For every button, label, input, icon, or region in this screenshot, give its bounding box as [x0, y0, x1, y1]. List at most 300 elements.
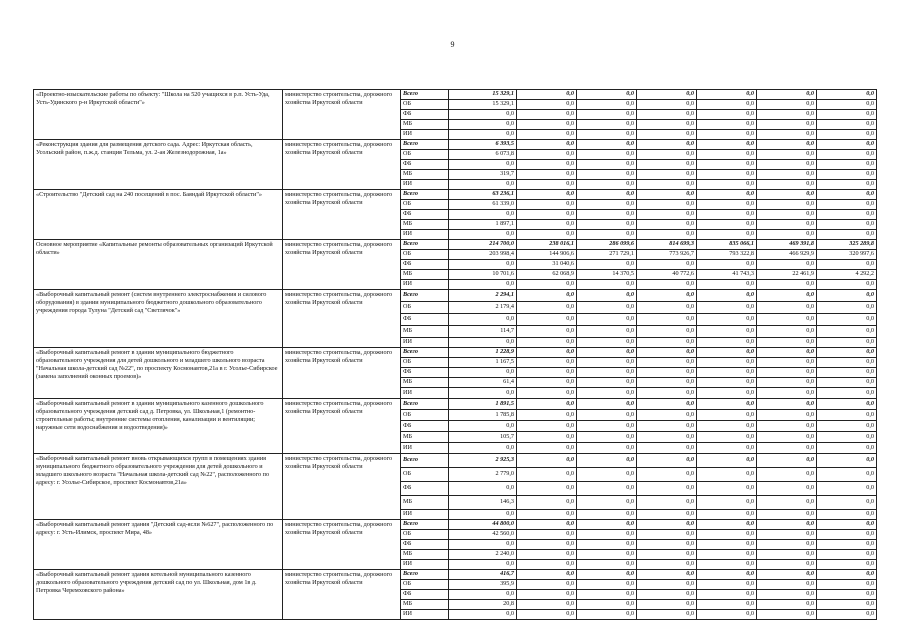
amount-cell: 0,0 — [757, 110, 817, 120]
amount-cell: 10 701,6 — [449, 270, 517, 280]
amount-cell: 0,0 — [517, 530, 577, 540]
amount-cell: 61,4 — [449, 378, 517, 388]
amount-cell: 63 236,1 — [449, 190, 517, 200]
amount-cell: 0,0 — [697, 230, 757, 240]
amount-cell: 0,0 — [517, 443, 577, 454]
amount-cell: 0,0 — [637, 302, 697, 314]
table-row-total — [34, 90, 877, 100]
amount-cell: 0,0 — [517, 90, 577, 100]
responsible-executor: министерство строительства, дорожного хозяйства Иркутской области — [283, 520, 401, 570]
amount-cell: 0,0 — [577, 260, 637, 270]
amount-cell: 0,0 — [449, 482, 517, 496]
activity-name: «Проектно-изыскательские работы по объекту: "Школа на 520 учащихся в р.п. Усть-Уда, Усть-Удинского р-н Иркутской области"» — [34, 90, 283, 140]
amount-cell: 0,0 — [577, 550, 637, 560]
amount-cell: 0,0 — [637, 170, 697, 180]
amount-cell: 0,0 — [817, 120, 877, 130]
amount-cell: 0,0 — [697, 368, 757, 378]
amount-cell: 271 729,1 — [577, 250, 637, 260]
amount-cell: 0,0 — [517, 314, 577, 326]
amount-cell: 0,0 — [757, 200, 817, 210]
amount-cell: 0,0 — [697, 170, 757, 180]
amount-cell: 0,0 — [697, 570, 757, 580]
page-number: 9 — [450, 40, 455, 49]
funding-source: Всего — [401, 140, 449, 150]
amount-cell: 0,0 — [637, 421, 697, 432]
amount-cell: 0,0 — [637, 160, 697, 170]
amount-cell: 0,0 — [757, 170, 817, 180]
amount-cell: 0,0 — [757, 180, 817, 190]
activity-name: «Строительство "Детский сад на 240 посещений в пос. Баяндай Иркутской области"» — [34, 190, 283, 240]
amount-cell: 0,0 — [757, 388, 817, 399]
amount-cell: 0,0 — [517, 496, 577, 510]
amount-cell: 0,0 — [517, 170, 577, 180]
amount-cell: 0,0 — [817, 580, 877, 590]
amount-cell: 0,0 — [577, 338, 637, 348]
amount-cell: 0,0 — [697, 590, 757, 600]
amount-cell: 0,0 — [757, 520, 817, 530]
activity-name: «Выборочный капитальный ремонт вновь открывающихся групп в помещениях здания муниципального бюджетного образовательного учреждения для детей дошкольного и младшего школьного возраста "Начальная школа-детский сад №22", расположенного по адресу: г. Усолье-Сибирское, проспект Космонавтов,21а» — [34, 454, 283, 520]
amount-cell: 0,0 — [697, 388, 757, 399]
amount-cell: 0,0 — [817, 210, 877, 220]
funding-source: Всего — [401, 399, 449, 410]
amount-cell: 15 329,1 — [449, 100, 517, 110]
amount-cell: 0,0 — [449, 160, 517, 170]
amount-cell: 0,0 — [637, 210, 697, 220]
table-row-total — [34, 570, 877, 580]
amount-cell: 0,0 — [517, 338, 577, 348]
responsible-executor: министерство строительства, дорожного хозяйства Иркутской области — [283, 454, 401, 520]
funding-source: ФБ — [401, 210, 449, 220]
amount-cell: 0,0 — [517, 610, 577, 620]
amount-cell: 22 461,9 — [757, 270, 817, 280]
amount-cell: 320 997,6 — [817, 250, 877, 260]
amount-cell: 0,0 — [817, 110, 877, 120]
amount-cell: 0,0 — [697, 100, 757, 110]
amount-cell: 0,0 — [697, 560, 757, 570]
amount-cell: 0,0 — [697, 399, 757, 410]
amount-cell: 61 339,0 — [449, 200, 517, 210]
funding-source: ИИ — [401, 610, 449, 620]
amount-cell: 0,0 — [577, 100, 637, 110]
amount-cell: 0,0 — [697, 496, 757, 510]
amount-cell: 2 179,4 — [449, 302, 517, 314]
amount-cell: 0,0 — [449, 443, 517, 454]
amount-cell: 0,0 — [757, 600, 817, 610]
amount-cell: 0,0 — [517, 432, 577, 443]
amount-cell: 0,0 — [637, 388, 697, 399]
amount-cell: 395,9 — [449, 580, 517, 590]
amount-cell: 0,0 — [517, 540, 577, 550]
amount-cell: 319,7 — [449, 170, 517, 180]
amount-cell: 0,0 — [697, 338, 757, 348]
amount-cell: 0,0 — [517, 358, 577, 368]
amount-cell: 0,0 — [757, 290, 817, 302]
amount-cell: 6 073,8 — [449, 150, 517, 160]
amount-cell: 0,0 — [757, 560, 817, 570]
funding-source: МБ — [401, 120, 449, 130]
activity-name: «Выборочный капитальный ремонт в здании муниципального бюджетного образовательного учреждения для детей дошкольного и младшего школьного возраста "Начальная школа-детский сад №22", по проспекту Космонавтов,21а в г. Усолье-Сибирское (замена заполнений оконных проемов)» — [34, 348, 283, 399]
amount-cell: 0,0 — [817, 150, 877, 160]
amount-cell: 0,0 — [449, 510, 517, 520]
amount-cell: 0,0 — [577, 326, 637, 338]
amount-cell: 0,0 — [577, 150, 637, 160]
funding-source: Всего — [401, 190, 449, 200]
table-row-total — [34, 190, 877, 200]
amount-cell: 0,0 — [449, 560, 517, 570]
amount-cell: 0,0 — [449, 230, 517, 240]
funding-source: МБ — [401, 432, 449, 443]
amount-cell: 0,0 — [817, 358, 877, 368]
amount-cell: 0,0 — [517, 348, 577, 358]
amount-cell: 0,0 — [757, 590, 817, 600]
amount-cell: 0,0 — [517, 482, 577, 496]
funding-source: ИИ — [401, 388, 449, 399]
amount-cell: 238 016,1 — [517, 240, 577, 250]
activity-name: Основное мероприятие «Капитальные ремонты образовательных организаций Иркутской области» — [34, 240, 283, 290]
amount-cell: 0,0 — [449, 421, 517, 432]
amount-cell: 0,0 — [817, 443, 877, 454]
amount-cell: 0,0 — [697, 140, 757, 150]
amount-cell: 0,0 — [577, 314, 637, 326]
amount-cell: 0,0 — [637, 90, 697, 100]
responsible-executor: министерство строительства, дорожного хозяйства Иркутской области — [283, 90, 401, 140]
amount-cell: 114,7 — [449, 326, 517, 338]
amount-cell: 0,0 — [817, 570, 877, 580]
funding-source: МБ — [401, 270, 449, 280]
amount-cell: 0,0 — [697, 210, 757, 220]
amount-cell: 0,0 — [517, 326, 577, 338]
amount-cell: 0,0 — [517, 399, 577, 410]
amount-cell: 0,0 — [637, 378, 697, 388]
amount-cell: 0,0 — [697, 550, 757, 560]
amount-cell: 0,0 — [517, 100, 577, 110]
amount-cell: 0,0 — [757, 100, 817, 110]
amount-cell: 0,0 — [449, 338, 517, 348]
amount-cell: 0,0 — [577, 170, 637, 180]
amount-cell: 0,0 — [757, 220, 817, 230]
amount-cell: 0,0 — [577, 90, 637, 100]
amount-cell: 0,0 — [817, 314, 877, 326]
budget-table-body — [34, 90, 877, 620]
amount-cell: 0,0 — [517, 550, 577, 560]
amount-cell: 1 785,8 — [449, 410, 517, 421]
amount-cell: 0,0 — [697, 410, 757, 421]
funding-source: МБ — [401, 550, 449, 560]
funding-source: Всего — [401, 90, 449, 100]
funding-source: ИИ — [401, 560, 449, 570]
amount-cell: 0,0 — [817, 348, 877, 358]
amount-cell: 0,0 — [757, 160, 817, 170]
amount-cell: 1 228,9 — [449, 348, 517, 358]
amount-cell: 0,0 — [577, 388, 637, 399]
amount-cell: 0,0 — [757, 540, 817, 550]
amount-cell: 0,0 — [637, 140, 697, 150]
amount-cell: 0,0 — [697, 90, 757, 100]
table-row-total — [34, 348, 877, 358]
amount-cell: 2 779,0 — [449, 468, 517, 482]
funding-source: Всего — [401, 520, 449, 530]
amount-cell: 0,0 — [517, 560, 577, 570]
amount-cell: 0,0 — [817, 290, 877, 302]
amount-cell: 0,0 — [637, 590, 697, 600]
amount-cell: 0,0 — [697, 454, 757, 468]
amount-cell: 0,0 — [757, 378, 817, 388]
funding-source: ФБ — [401, 110, 449, 120]
amount-cell: 0,0 — [577, 432, 637, 443]
funding-source: Всего — [401, 348, 449, 358]
amount-cell: 0,0 — [637, 550, 697, 560]
amount-cell: 0,0 — [637, 314, 697, 326]
amount-cell: 0,0 — [817, 530, 877, 540]
amount-cell: 0,0 — [517, 200, 577, 210]
amount-cell: 0,0 — [817, 338, 877, 348]
funding-source: Всего — [401, 240, 449, 250]
funding-source: Всего — [401, 290, 449, 302]
amount-cell: 325 289,8 — [817, 240, 877, 250]
amount-cell: 0,0 — [757, 314, 817, 326]
amount-cell: 0,0 — [757, 90, 817, 100]
amount-cell: 0,0 — [577, 302, 637, 314]
amount-cell: 4 292,2 — [817, 270, 877, 280]
activity-name: «Выборочный капитальный ремонт (систем внутреннего электроснабжения и силового оборудования) в здании муниципального бюджетного дошкольного образовательного учреждения города Тулуна "Детский сад "Светлячок"» — [34, 290, 283, 348]
amount-cell: 144 906,6 — [517, 250, 577, 260]
amount-cell: 0,0 — [757, 530, 817, 540]
amount-cell: 203 998,4 — [449, 250, 517, 260]
amount-cell: 0,0 — [697, 200, 757, 210]
amount-cell: 0,0 — [637, 368, 697, 378]
amount-cell: 0,0 — [637, 120, 697, 130]
amount-cell: 42 560,0 — [449, 530, 517, 540]
amount-cell: 0,0 — [517, 290, 577, 302]
amount-cell: 0,0 — [577, 280, 637, 290]
amount-cell: 0,0 — [577, 570, 637, 580]
amount-cell: 0,0 — [577, 358, 637, 368]
amount-cell: 0,0 — [577, 210, 637, 220]
amount-cell: 0,0 — [817, 610, 877, 620]
amount-cell: 6 393,5 — [449, 140, 517, 150]
amount-cell: 0,0 — [697, 482, 757, 496]
amount-cell: 0,0 — [577, 468, 637, 482]
amount-cell: 0,0 — [577, 348, 637, 358]
amount-cell: 0,0 — [697, 220, 757, 230]
amount-cell: 0,0 — [697, 302, 757, 314]
amount-cell: 0,0 — [517, 160, 577, 170]
amount-cell: 0,0 — [757, 190, 817, 200]
funding-source: ОБ — [401, 358, 449, 368]
amount-cell: 0,0 — [449, 130, 517, 140]
funding-source: Всего — [401, 454, 449, 468]
amount-cell: 0,0 — [817, 220, 877, 230]
amount-cell: 1 897,1 — [449, 220, 517, 230]
amount-cell: 0,0 — [577, 399, 637, 410]
amount-cell: 0,0 — [577, 530, 637, 540]
amount-cell: 0,0 — [637, 290, 697, 302]
funding-source: ОБ — [401, 468, 449, 482]
amount-cell: 0,0 — [817, 600, 877, 610]
amount-cell: 0,0 — [637, 260, 697, 270]
amount-cell: 0,0 — [637, 530, 697, 540]
amount-cell: 0,0 — [449, 540, 517, 550]
amount-cell: 0,0 — [637, 454, 697, 468]
amount-cell: 0,0 — [637, 399, 697, 410]
funding-source: ФБ — [401, 314, 449, 326]
amount-cell: 0,0 — [757, 580, 817, 590]
funding-source: ИИ — [401, 338, 449, 348]
amount-cell: 0,0 — [697, 540, 757, 550]
amount-cell: 416,7 — [449, 570, 517, 580]
amount-cell: 0,0 — [449, 368, 517, 378]
amount-cell: 0,0 — [577, 610, 637, 620]
amount-cell: 469 391,8 — [757, 240, 817, 250]
amount-cell: 2 925,3 — [449, 454, 517, 468]
amount-cell: 1 167,5 — [449, 358, 517, 368]
table-row-total — [34, 290, 877, 302]
amount-cell: 0,0 — [697, 510, 757, 520]
amount-cell: 835 066,1 — [697, 240, 757, 250]
amount-cell: 0,0 — [517, 120, 577, 130]
amount-cell: 0,0 — [577, 580, 637, 590]
amount-cell: 0,0 — [817, 190, 877, 200]
amount-cell: 0,0 — [817, 520, 877, 530]
amount-cell: 0,0 — [449, 280, 517, 290]
amount-cell: 0,0 — [757, 610, 817, 620]
amount-cell: 0,0 — [517, 468, 577, 482]
amount-cell: 0,0 — [517, 570, 577, 580]
amount-cell: 0,0 — [637, 150, 697, 160]
amount-cell: 0,0 — [757, 358, 817, 368]
amount-cell: 0,0 — [817, 496, 877, 510]
amount-cell: 0,0 — [817, 326, 877, 338]
amount-cell: 0,0 — [577, 590, 637, 600]
amount-cell: 773 926,7 — [637, 250, 697, 260]
amount-cell: 0,0 — [697, 432, 757, 443]
amount-cell: 0,0 — [817, 230, 877, 240]
amount-cell: 0,0 — [577, 120, 637, 130]
funding-source: МБ — [401, 326, 449, 338]
amount-cell: 0,0 — [577, 443, 637, 454]
funding-source: МБ — [401, 496, 449, 510]
amount-cell: 0,0 — [449, 314, 517, 326]
amount-cell: 0,0 — [577, 200, 637, 210]
amount-cell: 0,0 — [697, 180, 757, 190]
amount-cell: 0,0 — [817, 378, 877, 388]
amount-cell: 0,0 — [697, 160, 757, 170]
amount-cell: 0,0 — [757, 510, 817, 520]
funding-source: ФБ — [401, 590, 449, 600]
amount-cell: 0,0 — [697, 443, 757, 454]
activity-name: «Выборочный капитальный ремонт в здании муниципального казенного дошкольного образовательного учреждения детский сад д. Петровка, ул. Школьная,1 (ремонтно-строительные работы; внутренние системы отопления, канализации и вентиляции; наружные сети водоснабжения и водоотведения)» — [34, 399, 283, 454]
amount-cell: 0,0 — [817, 388, 877, 399]
amount-cell: 0,0 — [817, 368, 877, 378]
amount-cell: 0,0 — [577, 520, 637, 530]
amount-cell: 14 370,5 — [577, 270, 637, 280]
amount-cell: 0,0 — [517, 421, 577, 432]
amount-cell: 0,0 — [697, 260, 757, 270]
table-row-total — [34, 240, 877, 250]
amount-cell: 286 099,6 — [577, 240, 637, 250]
amount-cell: 0,0 — [517, 600, 577, 610]
funding-source: ИИ — [401, 510, 449, 520]
amount-cell: 105,7 — [449, 432, 517, 443]
amount-cell: 0,0 — [757, 468, 817, 482]
amount-cell: 0,0 — [817, 170, 877, 180]
amount-cell: 0,0 — [637, 468, 697, 482]
amount-cell: 15 329,1 — [449, 90, 517, 100]
amount-cell: 0,0 — [449, 590, 517, 600]
funding-source: ФБ — [401, 540, 449, 550]
amount-cell: 0,0 — [697, 468, 757, 482]
amount-cell: 0,0 — [517, 388, 577, 399]
amount-cell: 0,0 — [757, 338, 817, 348]
amount-cell: 0,0 — [757, 432, 817, 443]
amount-cell: 0,0 — [817, 160, 877, 170]
funding-source: ФБ — [401, 421, 449, 432]
amount-cell: 0,0 — [817, 100, 877, 110]
amount-cell: 0,0 — [817, 302, 877, 314]
amount-cell: 0,0 — [577, 110, 637, 120]
amount-cell: 0,0 — [637, 560, 697, 570]
amount-cell: 0,0 — [697, 120, 757, 130]
amount-cell: 0,0 — [697, 190, 757, 200]
amount-cell: 0,0 — [517, 510, 577, 520]
amount-cell: 0,0 — [697, 150, 757, 160]
amount-cell: 41 743,3 — [697, 270, 757, 280]
amount-cell: 0,0 — [449, 388, 517, 399]
funding-source: ИИ — [401, 443, 449, 454]
amount-cell: 0,0 — [817, 280, 877, 290]
amount-cell: 62 068,9 — [517, 270, 577, 280]
funding-source: МБ — [401, 170, 449, 180]
amount-cell: 0,0 — [817, 510, 877, 520]
amount-cell: 1 891,5 — [449, 399, 517, 410]
amount-cell: 0,0 — [757, 421, 817, 432]
amount-cell: 0,0 — [637, 432, 697, 443]
amount-cell: 0,0 — [637, 410, 697, 421]
amount-cell: 0,0 — [817, 260, 877, 270]
amount-cell: 146,3 — [449, 496, 517, 510]
funding-source: ИИ — [401, 230, 449, 240]
table-row-total — [34, 454, 877, 468]
amount-cell: 40 772,6 — [637, 270, 697, 280]
amount-cell: 0,0 — [757, 550, 817, 560]
amount-cell: 0,0 — [757, 348, 817, 358]
funding-source: ФБ — [401, 160, 449, 170]
activity-name: «Выборочный капитальный ремонт здания котельной муниципального казенного дошкольного образовательного учреждения детский сад по ул. Школьная, дом 1в д. Петровка Черемховского района» — [34, 570, 283, 620]
amount-cell: 0,0 — [637, 520, 697, 530]
amount-cell: 0,0 — [577, 378, 637, 388]
amount-cell: 0,0 — [577, 140, 637, 150]
amount-cell: 0,0 — [517, 520, 577, 530]
amount-cell: 0,0 — [517, 378, 577, 388]
amount-cell: 44 800,0 — [449, 520, 517, 530]
amount-cell: 0,0 — [577, 180, 637, 190]
amount-cell: 0,0 — [817, 482, 877, 496]
amount-cell: 0,0 — [757, 230, 817, 240]
amount-cell: 0,0 — [757, 454, 817, 468]
funding-source: ОБ — [401, 302, 449, 314]
amount-cell: 0,0 — [697, 358, 757, 368]
amount-cell: 0,0 — [817, 200, 877, 210]
amount-cell: 0,0 — [757, 570, 817, 580]
table-row-total — [34, 140, 877, 150]
amount-cell: 0,0 — [757, 280, 817, 290]
amount-cell: 0,0 — [449, 180, 517, 190]
amount-cell: 0,0 — [637, 348, 697, 358]
amount-cell: 214 700,0 — [449, 240, 517, 250]
amount-cell: 0,0 — [577, 496, 637, 510]
amount-cell: 0,0 — [449, 260, 517, 270]
amount-cell: 0,0 — [517, 230, 577, 240]
